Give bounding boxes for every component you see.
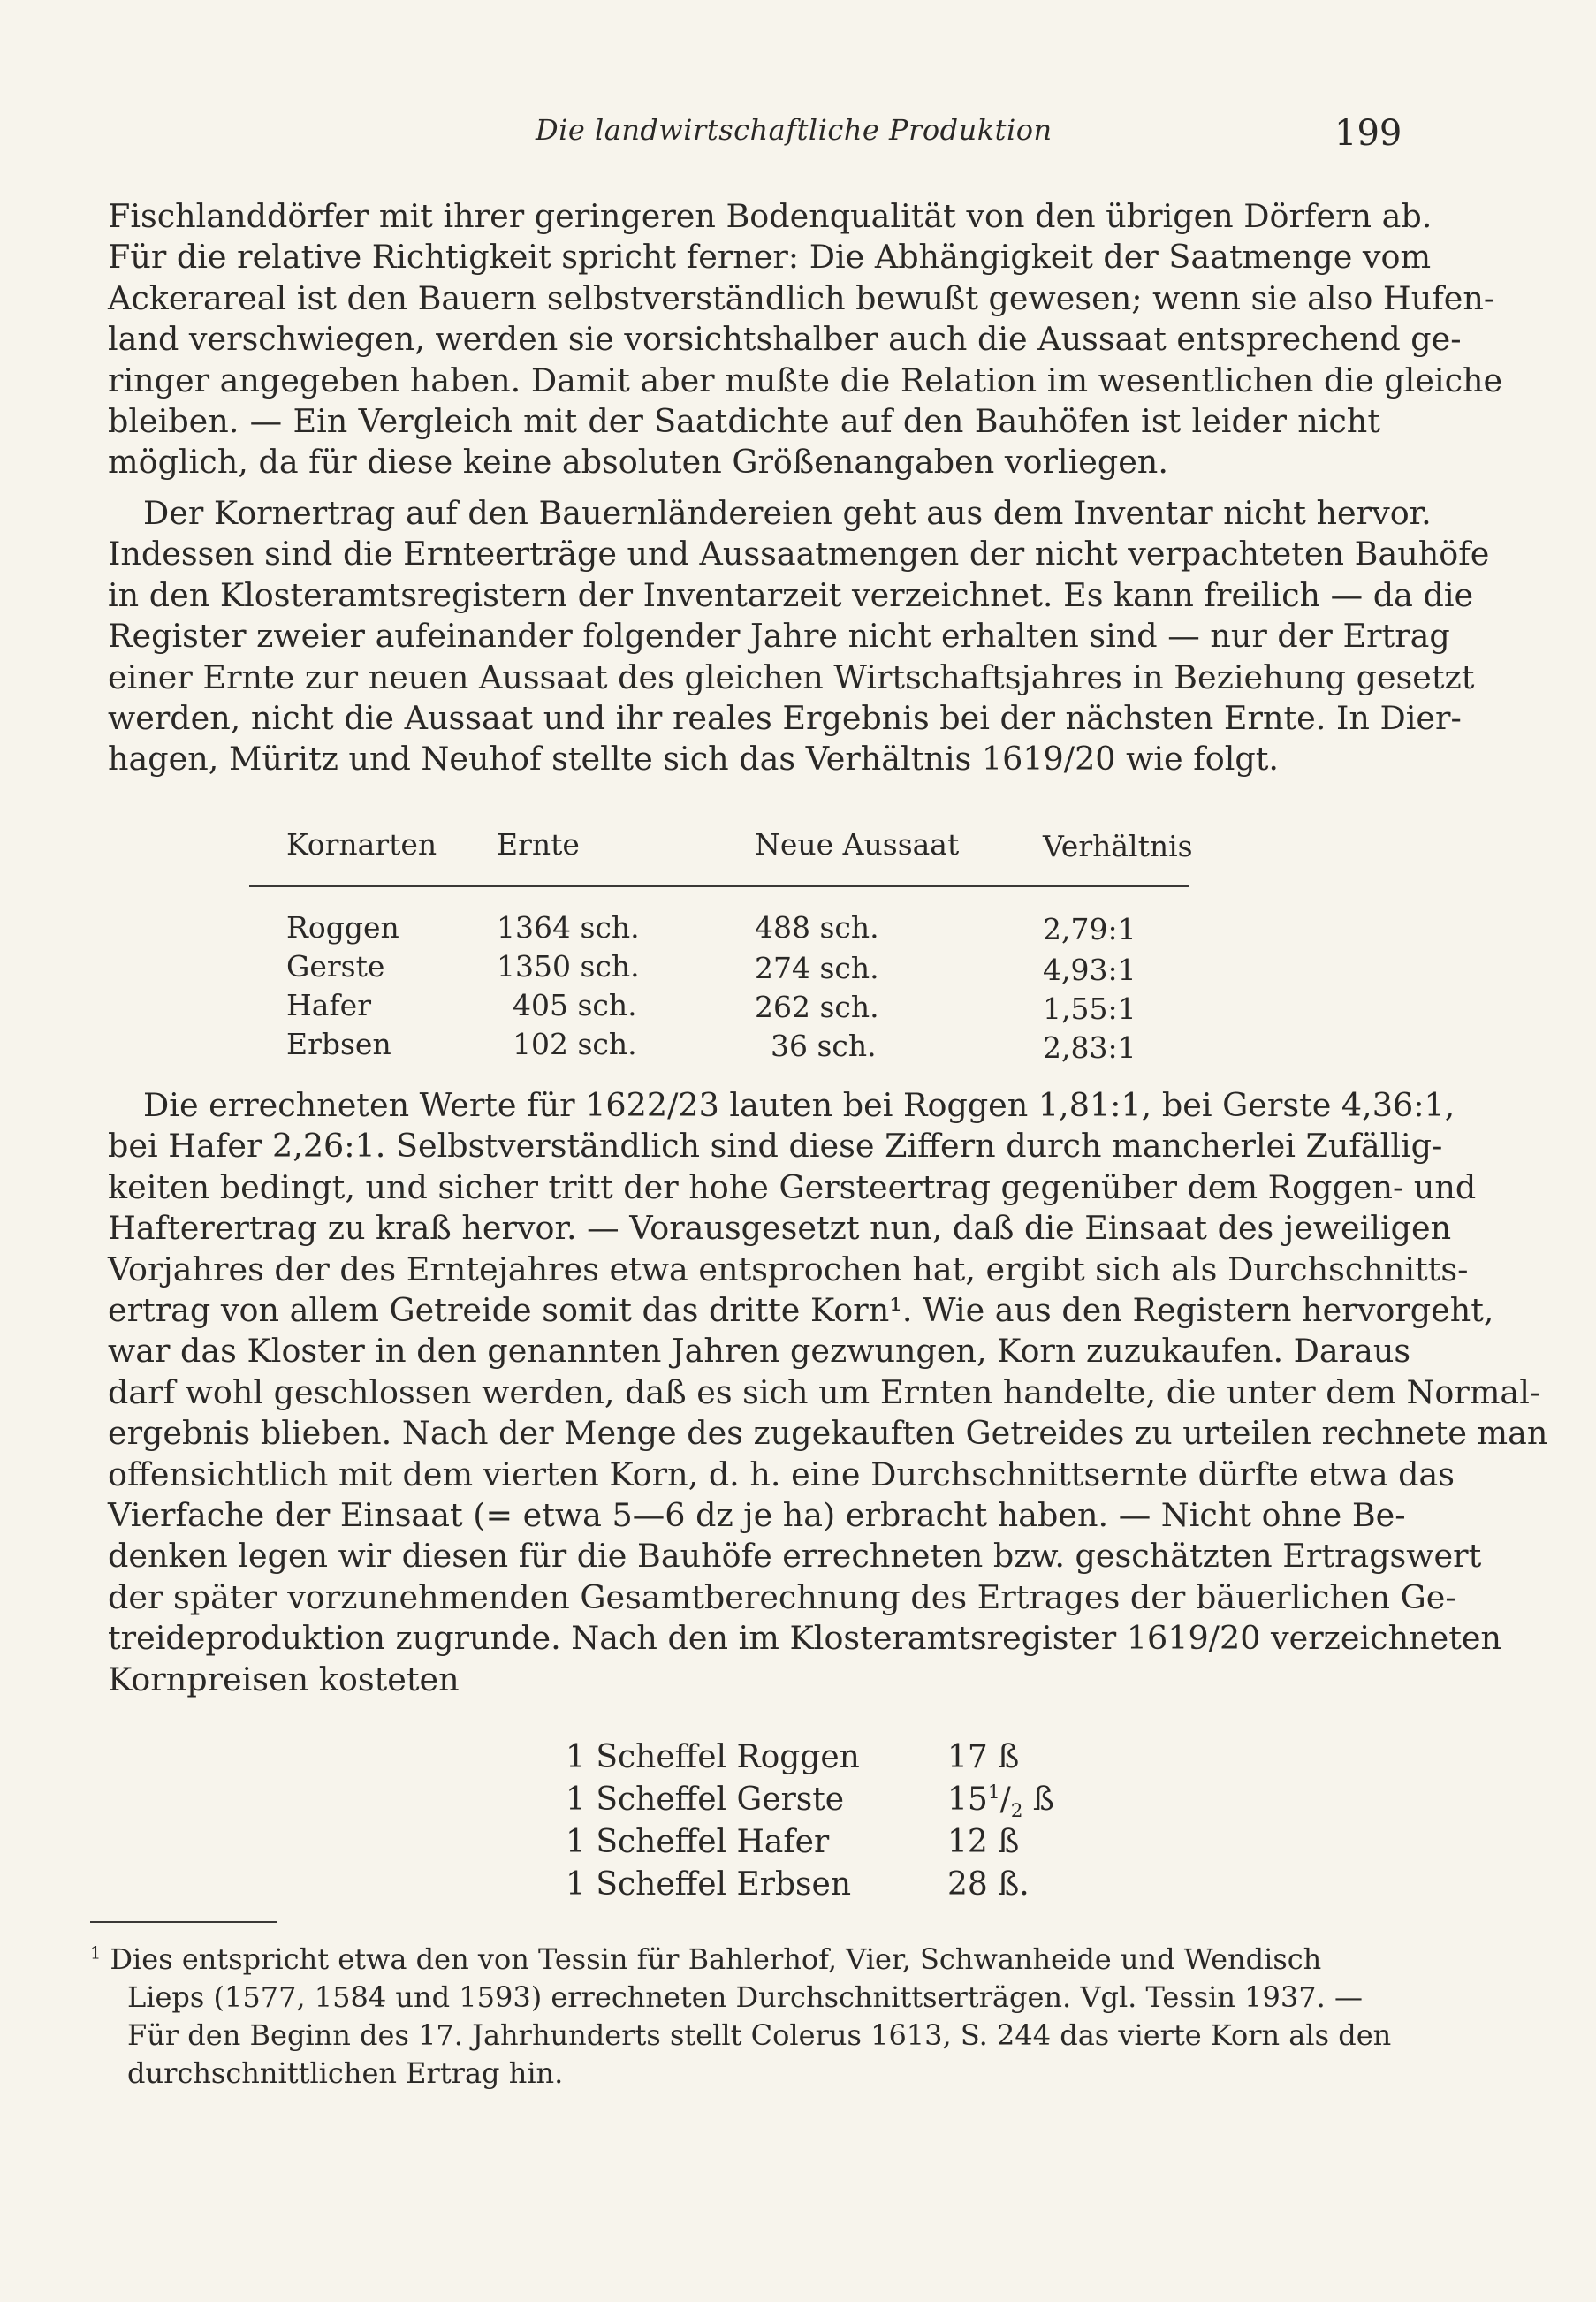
table-cell: 102 sch. xyxy=(513,1027,637,1061)
text-line: werden, nicht die Aussaat und ihr reales Ergebnis bei der nächsten Ernte. In Dier- xyxy=(108,699,1462,738)
footnote-line xyxy=(90,1941,1380,1979)
text-line: Vorjahres der des Erntejahres etwa entsprochen hat, ergibt sich als Durchschnitts- xyxy=(108,1250,1469,1288)
footnote-marker: 1 xyxy=(90,1942,102,1964)
table-header-ernte: Ernte xyxy=(497,827,580,862)
text-line: Für die relative Richtigkeit spricht ferner: Die Abhängigkeit der Saatmenge vom xyxy=(108,238,1432,277)
text-line: Register zweier aufeinander folgender Jahre nicht erhalten sind — nur der Ertrag xyxy=(108,617,1450,656)
table-cell: 262 sch. xyxy=(755,990,879,1024)
table-cell: Erbsen xyxy=(286,1027,391,1061)
text-line: Ackerareal ist den Bauern selbstverständlich bewußt gewesen; wenn sie also Hufen- xyxy=(108,278,1495,317)
price-row xyxy=(566,1824,1020,1860)
text-line: land verschwiegen, werden sie vorsichtshalber auch die Aussaat entsprechend ge- xyxy=(108,320,1462,359)
price-value: 17 ß xyxy=(947,1739,1020,1775)
text-line: Vierfache der Einsaat (= etwa 5—6 dz je ha) erbracht haben. — Nicht ohne Be- xyxy=(108,1496,1406,1535)
table-cell: Roggen xyxy=(286,910,399,945)
table-header-verhaeltnis: Verhältnis xyxy=(1043,829,1193,863)
footnote xyxy=(90,1941,1392,2093)
text-line: ertrag von allem Getreide somit das dritte Korn¹. Wie aus den Registern hervorgeht, xyxy=(108,1291,1494,1330)
text-line: ergebnis blieben. Nach der Menge des zugekauften Getreides zu urteilen rechnete man xyxy=(108,1414,1548,1453)
text-line: Der Kornertrag auf den Bauernländereien geht aus dem Inventar nicht hervor. xyxy=(143,494,1432,532)
paragraph-2 xyxy=(108,493,1490,780)
table-cell: 4,93:1 xyxy=(1043,953,1136,987)
footnote-rule xyxy=(90,1921,277,1923)
text-line: möglich, da für diese keine absoluten Größenangaben vorliegen. xyxy=(108,443,1168,482)
price-item: 1 Scheffel Gerste xyxy=(566,1782,845,1818)
price-row xyxy=(566,1782,1054,1823)
page-number: 199 xyxy=(1334,113,1402,154)
table-cell: 1,55:1 xyxy=(1043,991,1136,1026)
table-header-kornarten: Kornarten xyxy=(286,827,437,862)
text-line: Fischlanddörfer mit ihrer geringeren Bodenqualität von den übrigen Dörfern ab. xyxy=(108,197,1433,235)
price-frac-den: 2 xyxy=(1010,1800,1023,1823)
table-cell: 2,79:1 xyxy=(1043,912,1136,946)
price-value: 12 ß xyxy=(947,1824,1020,1860)
table-cell: 2,83:1 xyxy=(1043,1030,1136,1065)
table-cell: 488 sch. xyxy=(755,910,879,945)
table-cell: 1350 sch. xyxy=(497,949,640,984)
text-line: in den Klosteramtsregistern der Inventarzeit verzeichnet. Es kann freilich — da die xyxy=(108,575,1474,614)
price-row xyxy=(566,1739,1020,1775)
table-cell: Hafer xyxy=(286,988,371,1022)
table-cell: 1364 sch. xyxy=(497,910,640,945)
text-line: darf wohl geschlossen werden, daß es sich um Ernten handelte, die unter dem Normal- xyxy=(108,1372,1541,1411)
text-line: war das Kloster in den genannten Jahren gezwungen, Korn zuzukaufen. Daraus xyxy=(108,1332,1411,1371)
text-line: Indessen sind die Ernteerträge und Aussaatmengen der nicht verpachteten Bauhöfe xyxy=(108,535,1490,574)
footnote-line: Für den Beginn des 17. Jahrhunderts stellt Colerus 1613, S. 244 das vierte Korn als den xyxy=(127,2018,1392,2052)
running-title: Die landwirtschaftliche Produktion xyxy=(536,113,1053,147)
paragraph-1 xyxy=(108,196,1503,483)
table-cell: Gerste xyxy=(286,949,385,984)
text-line: hagen, Müritz und Neuhof stellte sich das Verhältnis 1619/20 wie folgt. xyxy=(108,740,1280,779)
footnote-line: durchschnittlichen Ertrag hin. xyxy=(127,2056,564,2090)
text-line: denken legen wir diesen für die Bauhöfe errechneten bzw. geschätzten Ertragswert xyxy=(108,1537,1482,1576)
price-unit: ß xyxy=(1022,1782,1054,1818)
table-cell: 36 sch. xyxy=(771,1029,877,1063)
text-line: treideproduktion zugrunde. Nach den im Klosteramtsregister 1619/20 verzeichneten xyxy=(108,1619,1502,1658)
text-line: einer Ernte zur neuen Aussaat des gleichen Wirtschaftsjahres in Beziehung gesetzt xyxy=(108,657,1475,696)
text-line: Kornpreisen kosteten xyxy=(108,1660,460,1698)
text-line: Hafterertrag zu kraß hervor. — Vorausgesetzt nun, daß die Einsaat des jeweiligen xyxy=(108,1209,1452,1248)
text-line: Die errechneten Werte für 1622/23 lauten bei Roggen 1,81:1, bei Gerste 4,36:1, xyxy=(143,1086,1455,1124)
table-header-neue-aussaat: Neue Aussaat xyxy=(755,827,960,862)
text-line: der später vorzunehmenden Gesamtberechnung des Ertrages der bäuerlichen Ge- xyxy=(108,1577,1456,1616)
price-value: $15^1/_2$ ß xyxy=(947,1782,1054,1823)
price-item: 1 Scheffel Roggen xyxy=(566,1739,860,1775)
paragraph-3 xyxy=(108,1085,1548,1700)
price-value: 28 ß. xyxy=(947,1866,1030,1903)
text-line: bleiben. — Ein Vergleich mit der Saatdichte auf den Bauhöfen ist leider nicht xyxy=(108,402,1380,441)
text-line: offensichtlich mit dem vierten Korn, d. h. eine Durchschnittsernte dürfte etwa das xyxy=(108,1455,1455,1493)
footnote-line: Lieps (1577, 1584 und 1593) errechneten Durchschnittserträgen. Vgl. Tessin 1937. — xyxy=(127,1980,1363,2014)
text-line: ringer angegeben haben. Damit aber mußte die Relation im wesentlichen die gleiche xyxy=(108,361,1503,399)
footnote-text: Dies entspricht etwa den von Tessin für Bahlerhof, Vier, Schwanheide und Wendisch xyxy=(110,1942,1322,1976)
price-frac-num: 1 xyxy=(987,1782,1000,1804)
price-row xyxy=(566,1866,1030,1903)
price-item: 1 Scheffel Hafer xyxy=(566,1824,830,1860)
price-item: 1 Scheffel Erbsen xyxy=(566,1866,851,1903)
table-rule xyxy=(249,885,1189,887)
price-main: 15 xyxy=(947,1782,988,1818)
text-line: bei Hafer 2,26:1. Selbstverständlich sind diese Ziffern durch mancherlei Zufällig- xyxy=(108,1127,1443,1166)
table-cell: 405 sch. xyxy=(513,988,637,1022)
table-cell: 274 sch. xyxy=(755,951,879,985)
text-line: keiten bedingt, und sicher tritt der hohe Gersteertrag gegenüber dem Roggen- und xyxy=(108,1167,1477,1206)
